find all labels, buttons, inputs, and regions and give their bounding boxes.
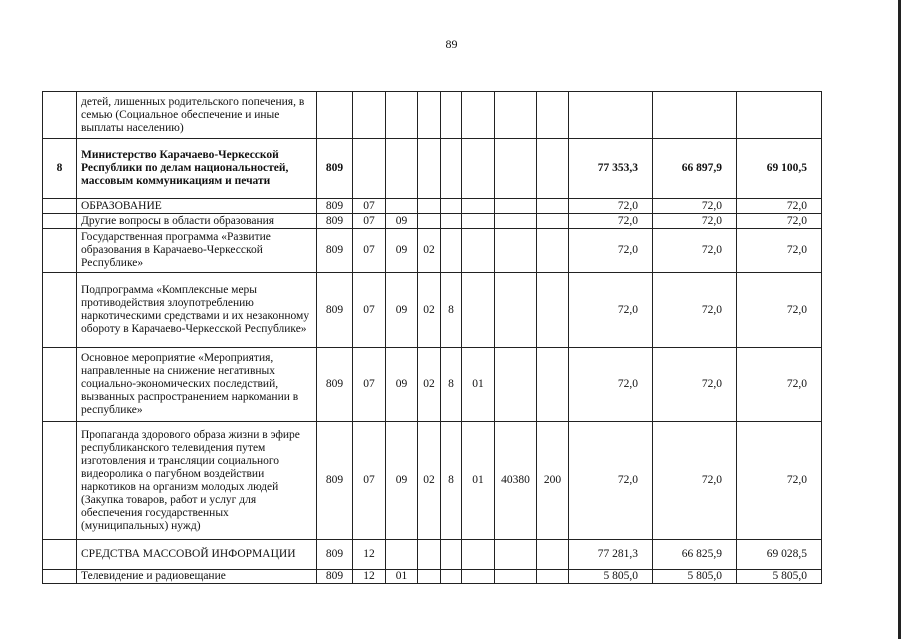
cell-subsection — [386, 199, 418, 214]
cell-ministry: 809 — [317, 229, 353, 273]
cell-subprogram — [441, 540, 462, 570]
cell-expense-type — [537, 570, 569, 584]
cell-event — [462, 540, 495, 570]
cell-num — [43, 540, 77, 570]
cell-ministry — [317, 92, 353, 139]
cell-ministry: 809 — [317, 199, 353, 214]
cell-subprogram: 8 — [441, 422, 462, 540]
cell-subsection: 01 — [386, 570, 418, 584]
cell-subprogram — [441, 199, 462, 214]
cell-expense-type — [537, 92, 569, 139]
cell-amount-3: 72,0 — [737, 273, 822, 348]
cell-section: 07 — [353, 199, 386, 214]
cell-amount-1: 72,0 — [569, 214, 653, 229]
cell-ministry: 809 — [317, 139, 353, 199]
cell-amount-3: 72,0 — [737, 199, 822, 214]
cell-num — [43, 570, 77, 584]
cell-subsection: 09 — [386, 348, 418, 422]
scan-edge — [898, 0, 901, 639]
cell-amount-2: 66 825,9 — [653, 540, 737, 570]
cell-expense-type — [537, 229, 569, 273]
cell-amount-2: 5 805,0 — [653, 570, 737, 584]
cell-subprogram — [441, 214, 462, 229]
cell-num — [43, 214, 77, 229]
cell-direction — [495, 92, 537, 139]
cell-program: 02 — [418, 229, 441, 273]
cell-section: 12 — [353, 540, 386, 570]
cell-direction: 40380 — [495, 422, 537, 540]
cell-amount-2: 72,0 — [653, 199, 737, 214]
cell-subsection: 09 — [386, 229, 418, 273]
cell-amount-1: 77 353,3 — [569, 139, 653, 199]
cell-program — [418, 139, 441, 199]
cell-direction — [495, 214, 537, 229]
cell-section: 12 — [353, 570, 386, 584]
cell-event: 01 — [462, 422, 495, 540]
cell-ministry: 809 — [317, 214, 353, 229]
cell-section — [353, 139, 386, 199]
cell-event — [462, 139, 495, 199]
cell-expense-type — [537, 273, 569, 348]
cell-section: 07 — [353, 229, 386, 273]
cell-amount-2 — [653, 92, 737, 139]
cell-amount-2: 72,0 — [653, 273, 737, 348]
cell-section — [353, 92, 386, 139]
cell-expense-type — [537, 540, 569, 570]
cell-amount-3: 5 805,0 — [737, 570, 822, 584]
cell-amount-1: 72,0 — [569, 422, 653, 540]
cell-program: 02 — [418, 422, 441, 540]
cell-subsection: 09 — [386, 422, 418, 540]
cell-amount-1: 72,0 — [569, 229, 653, 273]
cell-num — [43, 273, 77, 348]
cell-name: Основное мероприятие «Мероприятия, направленные на снижение негативных социально-экономических последствий, вызванных распространением наркомании в республике» — [77, 348, 317, 422]
cell-direction — [495, 348, 537, 422]
table-row — [43, 348, 822, 422]
cell-amount-1: 72,0 — [569, 273, 653, 348]
cell-num — [43, 422, 77, 540]
cell-event — [462, 229, 495, 273]
cell-amount-1: 72,0 — [569, 348, 653, 422]
cell-name: Телевидение и радиовещание — [77, 570, 317, 584]
page-number: 89 — [445, 37, 458, 51]
cell-subsection: 09 — [386, 214, 418, 229]
cell-program — [418, 540, 441, 570]
cell-name: Другие вопросы в области образования — [77, 214, 317, 229]
cell-subprogram — [441, 92, 462, 139]
cell-amount-2: 66 897,9 — [653, 139, 737, 199]
cell-amount-1 — [569, 92, 653, 139]
cell-program: 02 — [418, 348, 441, 422]
cell-section: 07 — [353, 214, 386, 229]
cell-ministry: 809 — [317, 570, 353, 584]
cell-subprogram — [441, 139, 462, 199]
cell-amount-2: 72,0 — [653, 422, 737, 540]
cell-amount-3 — [737, 92, 822, 139]
cell-ministry: 809 — [317, 273, 353, 348]
cell-event — [462, 199, 495, 214]
cell-subprogram: 8 — [441, 273, 462, 348]
table-row — [43, 229, 822, 273]
cell-amount-3: 72,0 — [737, 348, 822, 422]
cell-name: ОБРАЗОВАНИЕ — [77, 199, 317, 214]
cell-amount-3: 72,0 — [737, 422, 822, 540]
cell-direction — [495, 540, 537, 570]
cell-program — [418, 92, 441, 139]
cell-amount-1: 5 805,0 — [569, 570, 653, 584]
cell-program — [418, 199, 441, 214]
cell-direction — [495, 139, 537, 199]
cell-amount-2: 72,0 — [653, 348, 737, 422]
table-row — [43, 214, 822, 229]
cell-event — [462, 214, 495, 229]
cell-section: 07 — [353, 273, 386, 348]
cell-section: 07 — [353, 422, 386, 540]
cell-name: Пропаганда здорового образа жизни в эфире республиканского телевидения путем изготовления и трансляции социального видеоролика о пагубном воздействии наркотиков на организм молодых людей (Закупка товаров, работ и услуг для обеспечения государственных (муниципальных) нужд) — [77, 422, 317, 540]
cell-expense-type: 200 — [537, 422, 569, 540]
cell-direction — [495, 570, 537, 584]
table-row — [43, 540, 822, 570]
cell-direction — [495, 199, 537, 214]
cell-event — [462, 92, 495, 139]
cell-amount-3: 69 100,5 — [737, 139, 822, 199]
cell-amount-3: 72,0 — [737, 229, 822, 273]
table-row — [43, 199, 822, 214]
cell-subsection — [386, 540, 418, 570]
cell-expense-type — [537, 348, 569, 422]
cell-amount-3: 72,0 — [737, 214, 822, 229]
cell-amount-1: 77 281,3 — [569, 540, 653, 570]
cell-expense-type — [537, 214, 569, 229]
cell-num — [43, 92, 77, 139]
cell-subsection — [386, 92, 418, 139]
cell-amount-2: 72,0 — [653, 214, 737, 229]
cell-program: 02 — [418, 273, 441, 348]
table-row — [43, 570, 822, 584]
cell-name: СРЕДСТВА МАССОВОЙ ИНФОРМАЦИИ — [77, 540, 317, 570]
cell-name: детей, лишенных родительского попечения, в семью (Социальное обеспечение и иные выплаты населению) — [77, 92, 317, 139]
cell-subsection — [386, 139, 418, 199]
table-row — [43, 422, 822, 540]
table-row — [43, 273, 822, 348]
cell-program — [418, 214, 441, 229]
cell-amount-1: 72,0 — [569, 199, 653, 214]
cell-section: 07 — [353, 348, 386, 422]
cell-subprogram: 8 — [441, 348, 462, 422]
cell-num: 8 — [43, 139, 77, 199]
cell-amount-3: 69 028,5 — [737, 540, 822, 570]
cell-num — [43, 199, 77, 214]
cell-direction — [495, 273, 537, 348]
cell-event: 01 — [462, 348, 495, 422]
cell-subprogram — [441, 570, 462, 584]
budget-table — [42, 91, 822, 584]
table-row — [43, 92, 822, 139]
cell-event — [462, 273, 495, 348]
cell-name: Государственная программа «Развитие образования в Карачаево-Черкесской Республике» — [77, 229, 317, 273]
cell-ministry: 809 — [317, 422, 353, 540]
cell-num — [43, 348, 77, 422]
cell-amount-2: 72,0 — [653, 229, 737, 273]
cell-ministry: 809 — [317, 540, 353, 570]
cell-expense-type — [537, 139, 569, 199]
cell-program — [418, 570, 441, 584]
table-row — [43, 139, 822, 199]
cell-name: Подпрограмма «Комплексные меры противодействия злоупотреблению наркотическими средствами и их незаконному обороту в Карачаево-Черкесской Республике» — [77, 273, 317, 348]
cell-expense-type — [537, 199, 569, 214]
cell-ministry: 809 — [317, 348, 353, 422]
cell-subprogram — [441, 229, 462, 273]
cell-direction — [495, 229, 537, 273]
cell-name: Министерство Карачаево-Черкесской Республики по делам национальностей, массовым коммуникациям и печати — [77, 139, 317, 199]
cell-num — [43, 229, 77, 273]
cell-subsection: 09 — [386, 273, 418, 348]
cell-event — [462, 570, 495, 584]
